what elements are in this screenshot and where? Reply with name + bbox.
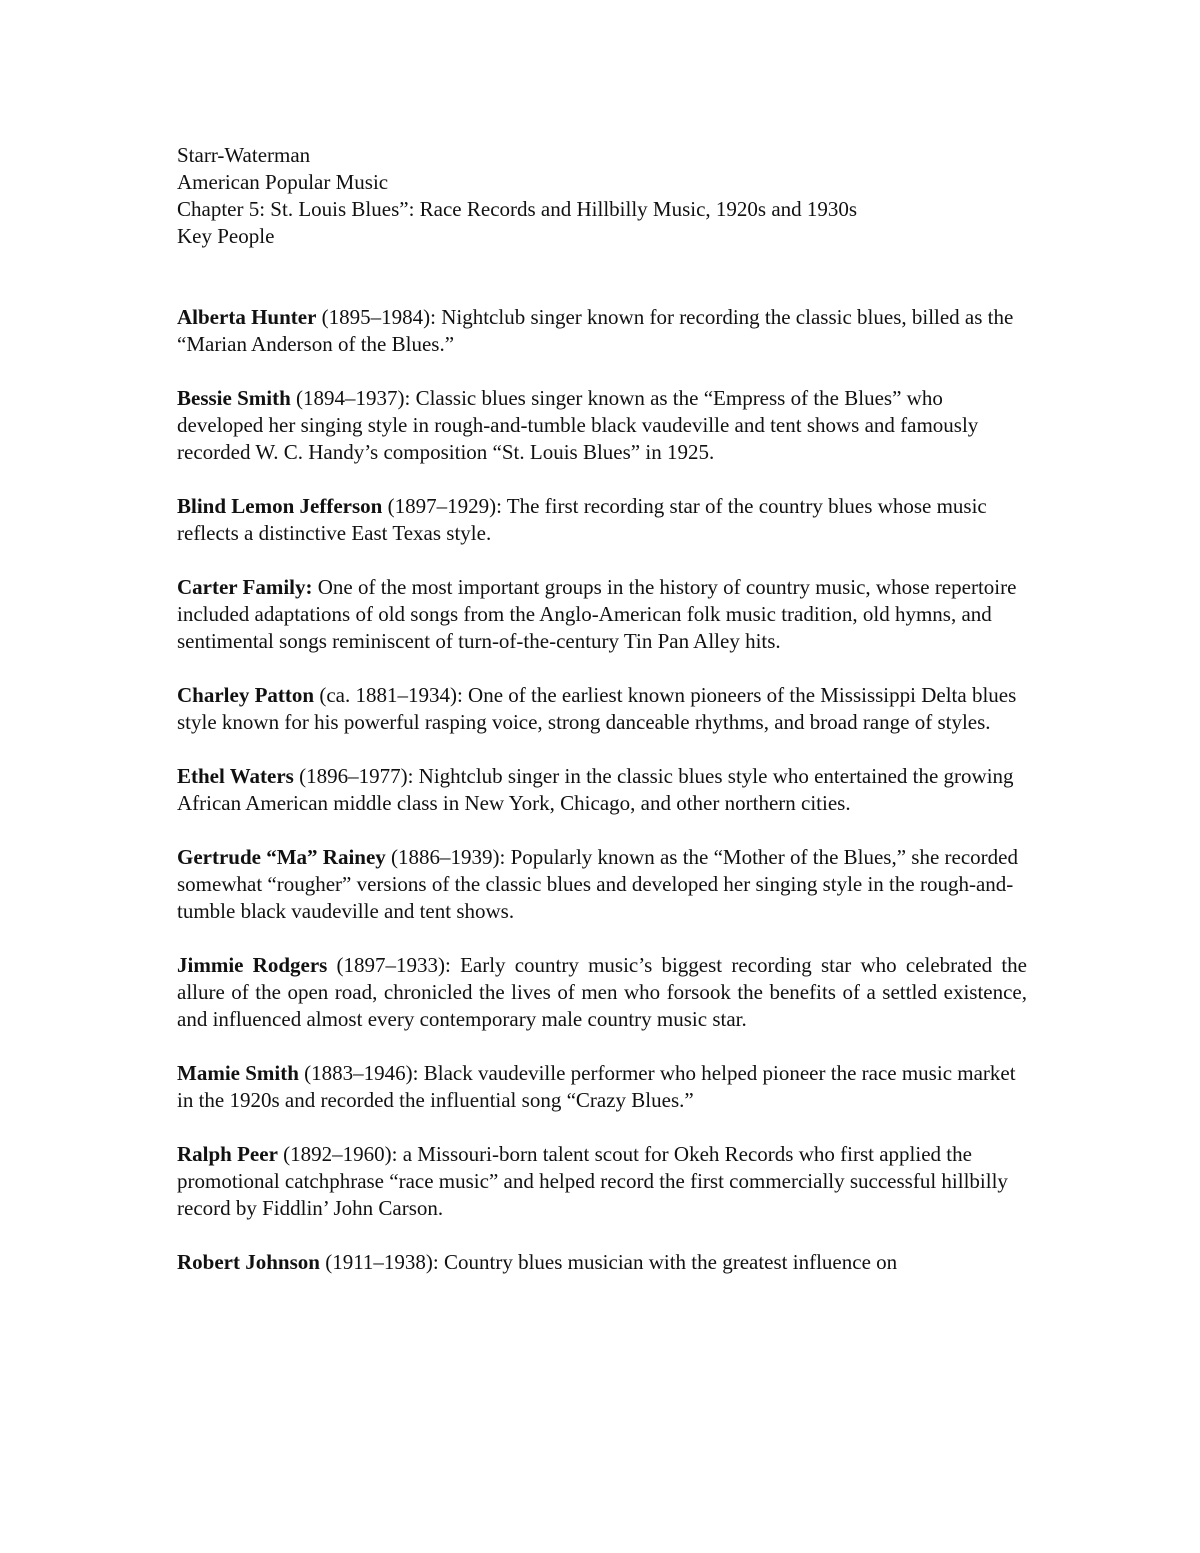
entry-name: Gertrude “Ma” Rainey (177, 845, 386, 869)
entry-mamie-smith (177, 1060, 1027, 1114)
entry-description: (1895–1984): Nightclub singer known for recording the classic blues, billed as the “Marian Anderson of the Blues.” (177, 305, 1014, 356)
entry-ralph-peer (177, 1141, 1027, 1222)
entry-description: (1892–1960): a Missouri-born talent scout for Okeh Records who first applied the promotional catchphrase “race music” and helped record the first commercially successful hillbilly record by Fiddlin’ John Carson. (177, 1142, 1008, 1220)
entry-name: Ethel Waters (177, 764, 294, 788)
section-line: Key People (177, 224, 275, 248)
course-line: American Popular Music (177, 170, 389, 194)
entry-robert-johnson (177, 1249, 1027, 1276)
entry-name: Charley Patton (177, 683, 315, 707)
entry-name: Ralph Peer (177, 1142, 278, 1166)
entry-description: (1886–1939): Popularly known as the “Mother of the Blues,” she recorded somewhat “rougher” versions of the classic blues and developed her singing style in the rough-and-tumble black vaudeville and tent shows. (177, 845, 1018, 923)
entry-name: Robert Johnson (177, 1250, 320, 1274)
entry-description: (1883–1946): Black vaudeville performer who helped pioneer the race music market in the 1920s and recorded the influential song “Crazy Blues.” (177, 1061, 1016, 1112)
entry-description: (1897–1933): Early country music’s biggest recording star who celebrated the allure of the open road, chronicled the lives of men who forsook the benefits of a settled existence, and influenced almost every contemporary male country music star. (177, 953, 1027, 1031)
entry-description: (1896–1977): Nightclub singer in the classic blues style who entertained the growing African American middle class in New York, Chicago, and other northern cities. (177, 764, 1014, 815)
entry-name: Bessie Smith (177, 386, 291, 410)
entry-ethel-waters (177, 763, 1027, 817)
author-line: Starr-Waterman (177, 143, 311, 167)
entry-description: (1897–1929): The first recording star of the country blues whose music reflects a distinctive East Texas style. (177, 494, 987, 545)
entry-blind-lemon-jefferson (177, 493, 1027, 547)
entry-description: (1894–1937): Classic blues singer known as the “Empress of the Blues” who developed her singing style in rough-and-tumble black vaudeville and tent shows and famously recorded W. C. Handy’s composition “St. Louis Blues” in 1925. (177, 386, 979, 464)
entry-name: Jimmie Rodgers (177, 953, 328, 977)
entry-description: (1911–1938): Country blues musician with the greatest influence on (319, 1250, 898, 1274)
entry-name: Mamie Smith (177, 1061, 299, 1085)
entry-jimmie-rodgers (177, 952, 1027, 1033)
chapter-line: Chapter 5: St. Louis Blues”: Race Records and Hillbilly Music, 1920s and 1930s (177, 197, 858, 221)
entry-name: Alberta Hunter (177, 305, 317, 329)
entry-ma-rainey (177, 844, 1027, 925)
entry-description: (ca. 1881–1934): One of the earliest known pioneers of the Mississippi Delta blues style known for his powerful rasping voice, strong danceable rhythms, and broad range of styles. (177, 683, 1017, 734)
entry-bessie-smith (177, 385, 1027, 466)
key-people-list (177, 304, 1027, 1303)
entry-carter-family (177, 574, 1027, 655)
entry-name: Blind Lemon Jefferson (177, 494, 383, 518)
entry-charley-patton (177, 682, 1027, 736)
document-header (177, 142, 1037, 250)
entry-alberta-hunter (177, 304, 1027, 358)
entry-name: Carter Family: (177, 575, 313, 599)
entry-description: One of the most important groups in the history of country music, whose repertoire included adaptations of old songs from the Anglo-American folk music tradition, old hymns, and sentimental songs reminiscent of turn-of-the-century Tin Pan Alley hits. (177, 575, 1017, 653)
